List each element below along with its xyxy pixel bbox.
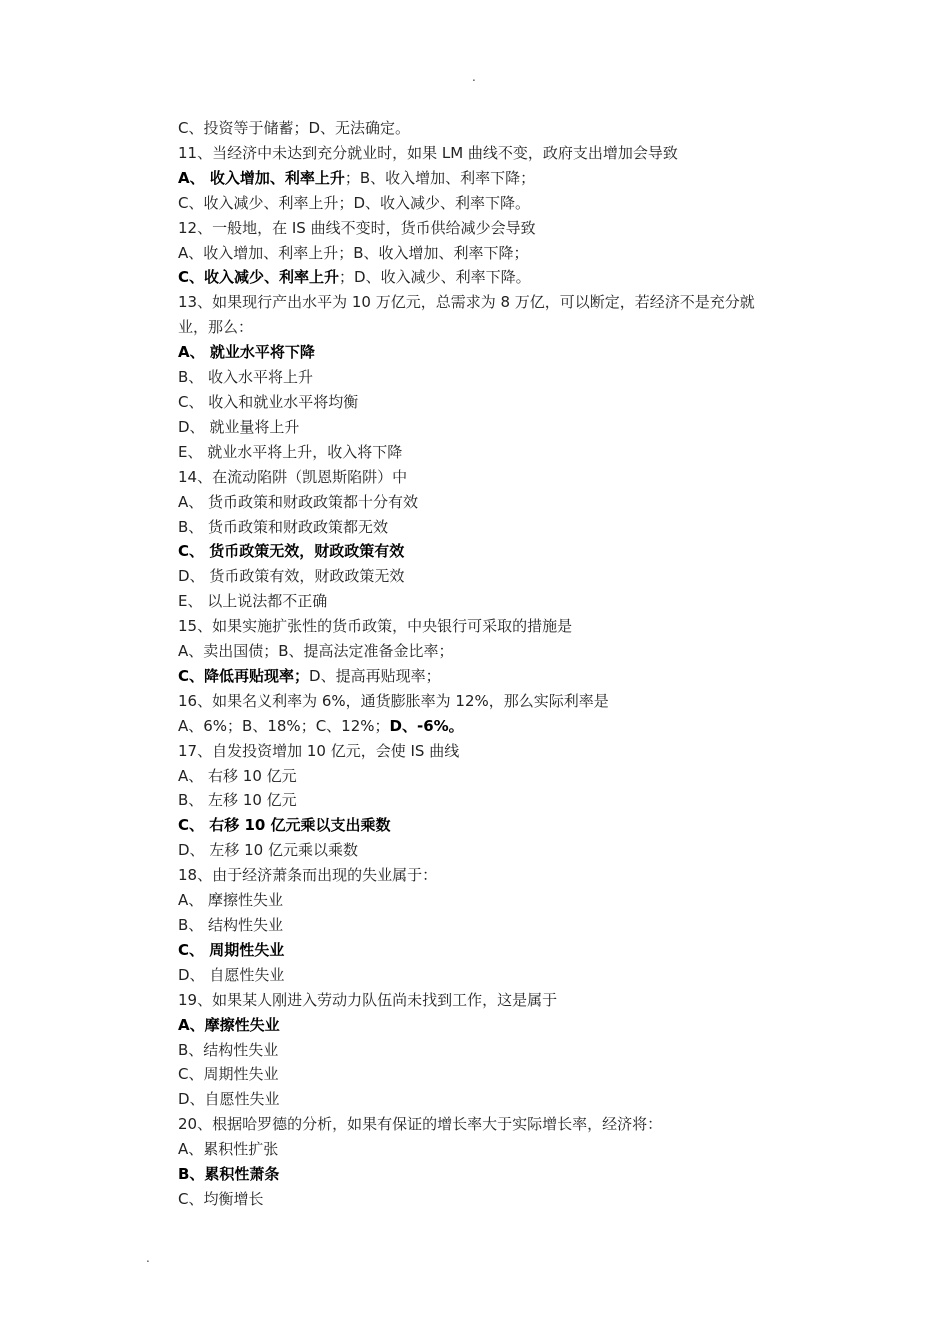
line-text: C、 收入和就业水平将均衡 (178, 392, 359, 411)
answer-text: A、摩擦性失业 (178, 1015, 280, 1034)
line-text: 业，那么： (178, 318, 254, 337)
line-text: D、 自愿性失业 (178, 965, 285, 984)
line-text: D、 左移 10 亿元乘以乘数 (178, 841, 358, 860)
text-line (178, 913, 818, 938)
text-line (178, 539, 818, 564)
line-text: E、 就业水平将上升，收入将下降 (178, 442, 403, 461)
text-line (178, 141, 818, 166)
text-line (178, 465, 818, 490)
line-text: ；B、收入增加、利率下降； (344, 168, 536, 187)
answer-text: C、 右移 10 亿元乘以支出乘数 (178, 816, 391, 835)
line-text: A、 右移 10 亿元 (178, 766, 297, 785)
text-line (178, 265, 818, 290)
line-text: 11、当经济中未达到充分就业时，如果 LM 曲线不变，政府支出增加会导致 (178, 143, 678, 162)
line-text: 16、如果名义利率为 6%，通货膨胀率为 12%，那么实际利率是 (178, 691, 609, 710)
text-line (178, 490, 818, 515)
text-line (178, 166, 818, 191)
text-line (178, 1137, 818, 1162)
text-line (178, 988, 818, 1013)
header-mark: . (472, 70, 476, 84)
line-text: 19、如果某人刚进入劳动力队伍尚未找到工作，这是属于 (178, 990, 558, 1009)
line-text: B、结构性失业 (178, 1040, 279, 1059)
text-line (178, 216, 818, 241)
line-text: A、卖出国债；B、提高法定准备金比率； (178, 642, 454, 661)
text-line (178, 589, 818, 614)
line-text: C、收入减少、利率上升；D、收入减少、利率下降。 (178, 193, 531, 212)
line-text: B、 左移 10 亿元 (178, 791, 297, 810)
line-text: 12、一般地，在 IS 曲线不变时，货币供给减少会导致 (178, 218, 536, 237)
text-line (178, 664, 818, 689)
line-text: C、均衡增长 (178, 1189, 264, 1208)
text-line (178, 365, 818, 390)
line-text: A、收入增加、利率上升；B、收入增加、利率下降； (178, 243, 529, 262)
text-line (178, 888, 818, 913)
text-line (178, 1162, 818, 1187)
line-text: 18、由于经济萧条而出现的失业属于： (178, 866, 438, 885)
text-line (178, 764, 818, 789)
line-text: A、 货币政策和财政政策都十分有效 (178, 492, 419, 511)
text-line (178, 1112, 818, 1137)
document-body (178, 116, 818, 1212)
line-text: 14、在流动陷阱（凯恩斯陷阱）中 (178, 467, 408, 486)
footer-mark: . (146, 1251, 150, 1265)
line-text: D、 货币政策有效，财政政策无效 (178, 567, 405, 586)
line-text: 15、如果实施扩张性的货币政策，中央银行可采取的措施是 (178, 617, 573, 636)
text-line (178, 838, 818, 863)
line-text: D、自愿性失业 (178, 1090, 280, 1109)
line-text: A、累积性扩张 (178, 1140, 279, 1159)
text-line (178, 1187, 818, 1212)
text-line (178, 788, 818, 813)
text-line (178, 515, 818, 540)
line-text: A、 摩擦性失业 (178, 891, 284, 910)
line-text: B、 货币政策和财政政策都无效 (178, 517, 389, 536)
text-line (178, 340, 818, 365)
text-line (178, 714, 818, 739)
line-text: ；D、收入减少、利率下降。 (339, 268, 531, 287)
line-text: C、周期性失业 (178, 1065, 279, 1084)
text-line (178, 863, 818, 888)
answer-text: C、 周期性失业 (178, 940, 285, 959)
line-text: B、 收入水平将上升 (178, 368, 314, 387)
text-line (178, 440, 818, 465)
text-line (178, 415, 818, 440)
text-line (178, 1013, 818, 1038)
text-line (178, 614, 818, 639)
answer-text: A、 就业水平将下降 (178, 343, 315, 362)
text-line (178, 564, 818, 589)
line-text: A、6%；B、18%；C、12%； (178, 716, 390, 735)
line-text: B、 结构性失业 (178, 916, 284, 934)
line-text: D、提高再贴现率； (309, 666, 441, 685)
text-line (178, 1062, 818, 1087)
text-line (178, 191, 818, 216)
text-line (178, 116, 818, 141)
line-text: 17、自发投资增加 10 亿元，会使 IS 曲线 (178, 741, 460, 760)
text-line (178, 315, 818, 340)
text-line (178, 739, 818, 764)
text-line (178, 1087, 818, 1112)
answer-text: C、降低再贴现率； (178, 666, 310, 685)
answer-text: C、 货币政策无效，财政政策有效 (178, 542, 405, 561)
text-line (178, 689, 818, 714)
text-line (178, 639, 818, 664)
line-text: C、投资等于储蓄；D、无法确定。 (178, 119, 411, 137)
text-line (178, 1038, 818, 1063)
answer-text: A、 收入增加、利率上升 (178, 168, 345, 187)
text-line (178, 290, 818, 315)
text-line (178, 938, 818, 963)
answer-text: B、累积性萧条 (178, 1165, 280, 1184)
answer-text: D、-6%。 (389, 716, 464, 735)
line-text: D、 就业量将上升 (178, 417, 300, 436)
text-line (178, 813, 818, 838)
text-line (178, 241, 818, 266)
text-line (178, 390, 818, 415)
line-text: E、 以上说法都不正确 (178, 592, 328, 611)
text-line (178, 963, 818, 988)
line-text: 13、如果现行产出水平为 10 万亿元，总需求为 8 万亿，可以断定，若经济不是充分就 (178, 293, 755, 312)
answer-text: C、收入减少、利率上升 (178, 268, 340, 287)
line-text: 20、根据哈罗德的分析，如果有保证的增长率大于实际增长率，经济将： (178, 1115, 663, 1134)
